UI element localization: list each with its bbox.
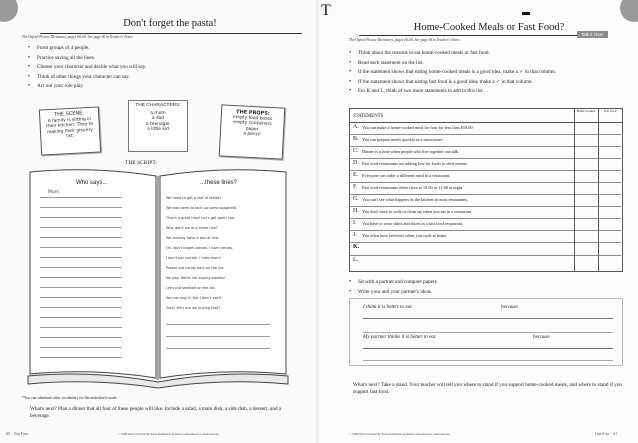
instruction-item: • Write your and your partner's ideas. — [349, 288, 438, 298]
footer-left — [6, 432, 28, 436]
page-number: 61 — [613, 432, 617, 436]
row-letter: K. — [353, 244, 360, 250]
who-says-first-entry: Mom — [48, 190, 60, 195]
instructions-list — [28, 44, 146, 92]
table-row — [349, 123, 574, 135]
table-row-l — [349, 256, 574, 269]
instruction-item: • If the statement shows that eating fast food is a good idea, make a ✓ in that column. — [349, 78, 556, 88]
row-letter: G. — [353, 196, 359, 202]
instruction-item: • Read each statement on the list. — [349, 59, 556, 69]
title-rule — [359, 35, 584, 36]
writing-line[interactable] — [363, 360, 613, 361]
table-col-divider — [574, 108, 575, 271]
whats-next-right: What's next? Take a stand. Your teacher will tell you where to stand if you support home-cooked meals, and where to stand if you support fast food. — [353, 382, 623, 395]
prop-item: empty containers — [233, 120, 272, 128]
who-says-heading: Who says... — [76, 180, 108, 186]
dictionary-reference: The Oxford Picture Dictionary, pages 00–00. See page 00 in Teacher's Notes — [349, 38, 460, 42]
row-statement: You can't see what happens in the kitchen in most restaurants. — [362, 197, 469, 202]
table-row — [349, 135, 574, 147]
characters-box — [128, 100, 188, 152]
script-line: I don't eat carrots. I hate them! — [166, 256, 222, 260]
right-page-title: Home-Cooked Meals or Fast Food? — [413, 22, 565, 33]
copyright-left: © 1998 Oxford University Press Permission granted to reproduce for classroom use. — [118, 432, 220, 436]
prop-item: a pencil — [243, 131, 261, 138]
table-row — [349, 159, 574, 171]
these-lines-heading: ...these lines? — [200, 180, 238, 186]
think-because: because — [501, 304, 518, 310]
answer-line — [40, 307, 122, 308]
answer-line — [40, 237, 122, 238]
answer-line — [40, 217, 122, 218]
answer-line — [40, 207, 122, 208]
footer-right — [595, 432, 617, 436]
row-letter: A. — [353, 124, 359, 130]
row-letter: B. — [353, 136, 359, 142]
check-row-rule — [575, 218, 621, 219]
answer-line — [40, 337, 122, 338]
table-row — [349, 231, 574, 243]
script-heading: THE SCRIPT: — [125, 160, 157, 166]
row-statement: Fast food restaurants are adding low-fat foods to their menus. — [362, 161, 468, 166]
row-statement: Everyone can order a different meal in a restaurant. — [362, 173, 451, 178]
script-line: We already have a box of rice. — [166, 236, 220, 240]
row-statement: You often have leftovers when you cook at home. — [362, 233, 448, 238]
dash-mark — [522, 12, 530, 15]
answer-line — [40, 267, 122, 268]
props-note — [219, 104, 286, 159]
row-statement: Dinner is a time when people who live together can talk. — [362, 149, 460, 154]
left-page — [0, 0, 316, 443]
check-row-rule — [575, 230, 621, 231]
script-line: No way. We're not buying sweets! — [166, 276, 226, 280]
table-row — [349, 183, 574, 195]
characters-heading: THE CHARACTERS: — [135, 103, 181, 108]
instructions-list — [349, 49, 556, 97]
instruction-item: • For K and L, think of two more statements to add to this list. — [349, 87, 556, 97]
check-row-rule — [575, 134, 621, 135]
prop-item: paper — [245, 126, 259, 132]
page-number: 60 — [6, 432, 10, 436]
row-letter: C. — [353, 148, 359, 154]
table-row — [349, 219, 574, 231]
table-row — [349, 195, 574, 207]
scene-text: A family is sitting in their kitchen. They're making their grocery list. — [46, 117, 94, 140]
check-row-rule — [575, 206, 621, 207]
row-letter: I. — [353, 220, 357, 226]
check-row-rule — [575, 182, 621, 183]
writing-line[interactable] — [363, 332, 613, 333]
row-letter: F. — [353, 184, 358, 190]
script-line: You can buy it, but I won't eat it. — [166, 296, 223, 300]
script-line: Please put candy bars on the list. — [166, 266, 225, 270]
right-page — [319, 0, 638, 443]
script-line: Why don't we buy some rice? — [166, 226, 218, 230]
left-page-title: Don't forget the pasta! — [123, 18, 217, 29]
check-row-rule — [575, 255, 621, 256]
character-item: a dad — [151, 116, 165, 122]
instruction-item: • Sit with a partner and compare papers. — [349, 278, 438, 288]
table-row — [349, 147, 574, 159]
partner-instructions-list — [349, 278, 438, 297]
scene-heading: THE SCENE: — [53, 110, 85, 118]
row-statement: You can prepare meals quickly in a microwave. — [362, 137, 444, 142]
check-row-rule — [575, 158, 621, 159]
script-line: That's a great idea! Let's get garlic too. — [166, 216, 236, 220]
page-tab-circle — [620, 0, 638, 22]
row-letter: J. — [353, 232, 357, 238]
think-lead: I think it is better to eat — [363, 304, 412, 310]
character-item: a mom — [150, 111, 166, 117]
answer-line — [40, 317, 122, 318]
table-row-k — [349, 243, 574, 256]
partner-think-lead: My partner thinks it is better to eat — [363, 334, 436, 340]
answer-line — [40, 327, 122, 328]
check-row-rule — [575, 170, 621, 171]
answer-line — [40, 287, 122, 288]
script-line: Let's put seafood on the list. — [166, 286, 216, 290]
table-header-home-cooked: Home Cooked — [576, 109, 596, 113]
row-letter: L. — [353, 257, 359, 263]
answer-line — [40, 347, 122, 348]
instruction-item: • Practice saying all the lines. — [28, 54, 146, 64]
row-letter: D. — [353, 160, 359, 166]
instruction-item: • Form groups of 4 people. — [28, 44, 146, 54]
row-statement: You can make a home-cooked meal for four for less than $10.00. — [362, 125, 474, 130]
check-row-rule — [575, 146, 621, 147]
footnote: *You can substitute other vocabulary for the underlined words. — [22, 396, 118, 400]
character-item: a teenager — [146, 121, 170, 127]
unit-label: Unit Four — [13, 432, 28, 436]
extra-line — [166, 336, 270, 337]
instruction-item: • Choose your character and decide what you will say. — [28, 63, 146, 73]
answer-line — [40, 197, 122, 198]
unit-label: Unit Four — [595, 432, 610, 436]
row-statement: You don't have to cook or clean up when you eat in a restaurant. — [362, 209, 473, 214]
script-line: Oh, don't forget carrots. I love carrots. — [166, 246, 234, 250]
prop-item: empty food boxes — [232, 115, 273, 123]
instruction-item: • Act out your role play. — [28, 82, 146, 92]
answer-line — [40, 227, 122, 228]
answer-line — [40, 357, 122, 358]
check-row-rule — [575, 242, 621, 243]
copyright-right: © 1998 Oxford University Press Permission granted to reproduce for classroom use. — [349, 432, 451, 436]
extra-line — [166, 348, 270, 349]
script-line: Yuck! Why are we buying that? — [166, 306, 221, 310]
props-heading: THE PROPS: — [235, 109, 271, 117]
row-statement: You have to wear shirts and shoes in a fast food restaurant. — [362, 221, 463, 226]
dictionary-reference: The Oxford Picture Dictionary, pages 00–00. See page 00 in Teacher's Notes — [22, 35, 133, 39]
partner-think-because: because — [533, 334, 550, 340]
title-rule — [40, 33, 302, 34]
talk-it-over-tag: Talk it Over — [577, 31, 608, 38]
character-item: a little kid — [147, 126, 169, 132]
section-letter-tab: T — [321, 2, 331, 19]
script-line: We need to get a loaf of bread! — [166, 196, 221, 200]
page-tab-circle — [0, 0, 18, 22]
scene-note — [39, 106, 101, 155]
row-letter: E. — [353, 172, 359, 178]
instruction-item: • If the statement shows that eating home-cooked meals is a good idea, make a ✓ in that column. — [349, 68, 556, 78]
table-row — [349, 171, 574, 183]
answer-line — [40, 277, 122, 278]
answer-line — [40, 297, 122, 298]
extra-line — [166, 324, 270, 325]
writing-line[interactable] — [363, 348, 613, 349]
writing-line[interactable] — [363, 318, 613, 319]
answer-line — [40, 247, 122, 248]
row-letter: H. — [353, 208, 359, 214]
instruction-item: • Think about the reasons to eat home-cooked meals or fast food. — [349, 49, 556, 59]
row-statement: Fast food restaurants often close at 10:00 or 11:00 at night. — [362, 185, 464, 190]
table-col-divider — [598, 108, 599, 271]
table-header-fast-food: Fast Food — [603, 109, 617, 113]
whats-next-left: What's next? Plan a dinner that all four of these people will like. Include a salad, a main dish, a side dish, a dessert, and a beverage. — [30, 406, 282, 419]
instruction-item: • Think of other things your character can say. — [28, 73, 146, 83]
script-line: We also need to pick up some spaghetti. — [166, 206, 238, 210]
answer-line — [40, 257, 122, 258]
check-row-rule — [575, 194, 621, 195]
table-row — [349, 207, 574, 219]
table-header-statements: STATEMENTS — [353, 114, 384, 119]
